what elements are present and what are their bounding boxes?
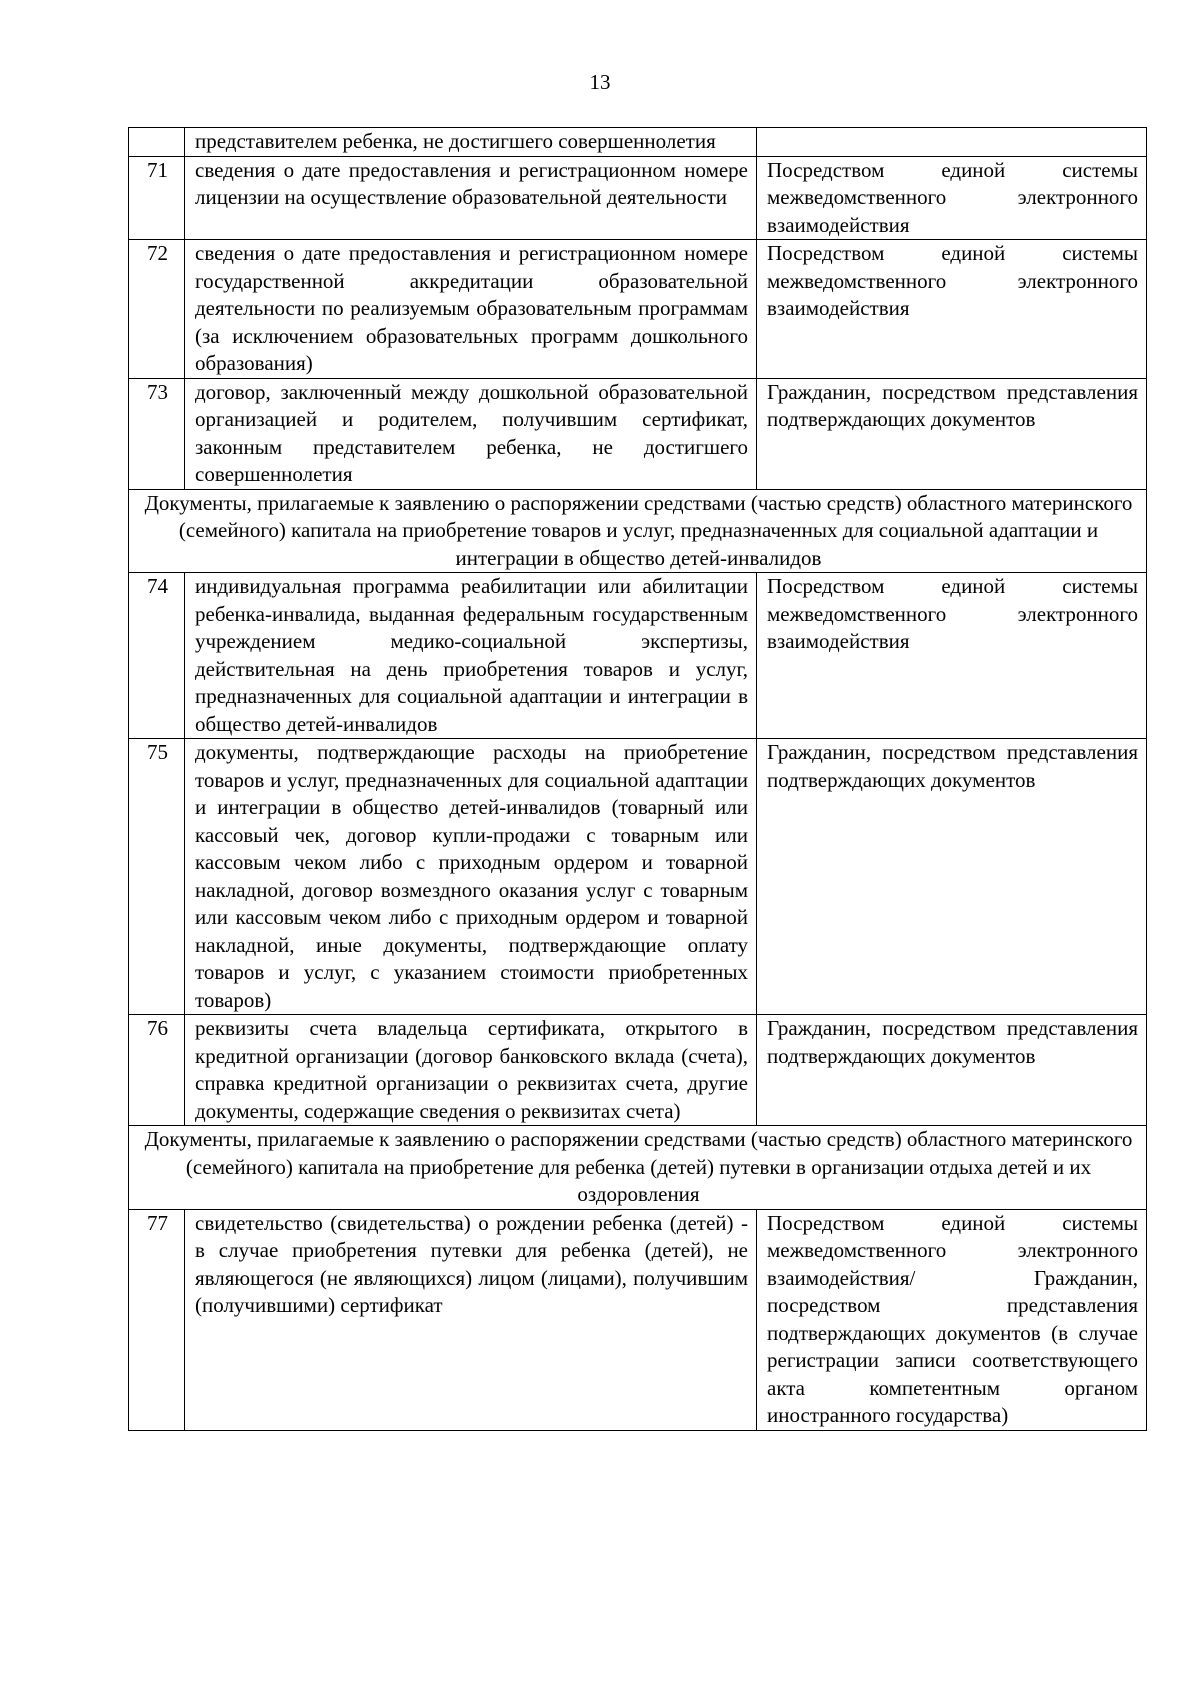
row-number: 77: [129, 1209, 185, 1430]
document-description: документы, подтверждающие расходы на приобретение товаров и услуг, предназначенных для социальной адаптации и интеграции в общество детей-инвалидов (товарный или кассовый чек, договор купли-продажи с товарным или кассовым чеком либо с приходным ордером и товарной накладной, договор возмездного оказания услуг с товарным или кассовым чеком либо с приходным ордером и товарной накладной, иные документы, подтверждающие оплату товаров и услуг, с указанием стоимости приобретенных товаров): [185, 739, 757, 1015]
page-number: 13: [589, 70, 611, 94]
document-description: индивидуальная программа реабилитации или абилитации ребенка-инвалида, выданная федеральным государственным учреждением медико-социальной экспертизы, действительная на день приобретения товаров и услуг, предназначенных для социальной адаптации и интеграции в общество детей-инвалидов: [185, 573, 757, 739]
table-row: [129, 1015, 1147, 1126]
submission-method: [757, 128, 1147, 157]
section-header-row: [129, 1126, 1147, 1210]
document-description: свидетельство (свидетельства) о рождении ребенка (детей) - в случае приобретения путевки для ребенка (детей), не являющегося (не являющихся) лицом (лицами), получившим (получившими) сертификат: [185, 1209, 757, 1430]
document-description: сведения о дате предоставления и регистрационном номере лицензии на осуществление образовательной деятельности: [185, 156, 757, 240]
table-row: [129, 156, 1147, 240]
document-description: представителем ребенка, не достигшего совершеннолетия: [185, 128, 757, 157]
row-number: 73: [129, 378, 185, 489]
row-number: 74: [129, 573, 185, 739]
submission-method: Гражданин, посредством представления подтверждающих документов: [757, 1015, 1147, 1126]
row-number: 76: [129, 1015, 185, 1126]
submission-method: Гражданин, посредством представления подтверждающих документов: [757, 739, 1147, 1015]
documents-table: [128, 127, 1147, 1431]
document-description: сведения о дате предоставления и регистрационном номере государственной аккредитации образовательной деятельности по реализуемым образовательным программам (за исключением образовательных программ дошкольного образования): [185, 240, 757, 379]
table-row: [129, 240, 1147, 379]
table-row: [129, 1209, 1147, 1430]
section-header: Документы, прилагаемые к заявлению о распоряжении средствами (частью средств) областного материнского (семейного) капитала на приобретение для ребенка (детей) путевки в организации отдыха детей и их оздоровления: [129, 1126, 1147, 1210]
submission-method: Посредством единой системы межведомственного электронного взаимодействия: [757, 240, 1147, 379]
table-row: [129, 573, 1147, 739]
row-number: 72: [129, 240, 185, 379]
documents-table-body: [129, 128, 1147, 1431]
document-description: договор, заключенный между дошкольной образовательной организацией и родителем, получившим сертификат, законным представителем ребенка, не достигшего совершеннолетия: [185, 378, 757, 489]
row-number: [129, 128, 185, 157]
section-header: Документы, прилагаемые к заявлению о распоряжении средствами (частью средств) областного материнского (семейного) капитала на приобретение товаров и услуг, предназначенных для социальной адаптации и интеграции в общество детей-инвалидов: [129, 489, 1147, 573]
document-description: реквизиты счета владельца сертификата, открытого в кредитной организации (договор банковского вклада (счета), справка кредитной организации о реквизитах счета, другие документы, содержащие сведения о реквизитах счета): [185, 1015, 757, 1126]
submission-method: Гражданин, посредством представления подтверждающих документов: [757, 378, 1147, 489]
table-row: [129, 739, 1147, 1015]
table-row: [129, 128, 1147, 157]
section-header-row: [129, 489, 1147, 573]
submission-method: Посредством единой системы межведомственного электронного взаимодействия: [757, 156, 1147, 240]
table-row: [129, 378, 1147, 489]
row-number: 71: [129, 156, 185, 240]
row-number: 75: [129, 739, 185, 1015]
submission-method: Посредством единой системы межведомственного электронного взаимодействия: [757, 573, 1147, 739]
submission-method: Посредством единой системы межведомственного электронного взаимодействия/ Гражданин, посредством представления подтверждающих документов (в случае регистрации записи соответствующего акта компетентным органом иностранного государства): [757, 1209, 1147, 1430]
